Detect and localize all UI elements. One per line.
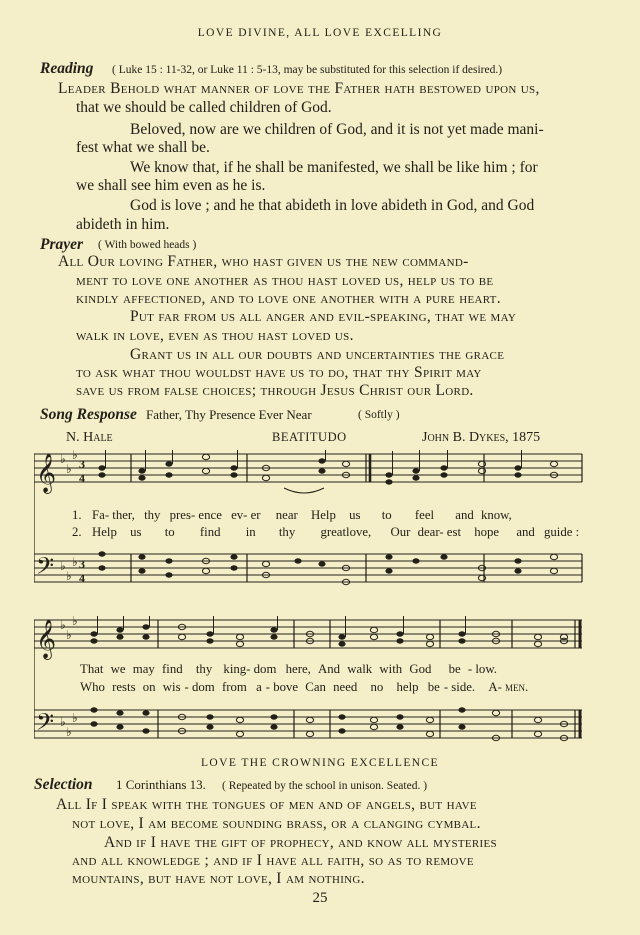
bass-clef-icon: 𝄢	[36, 552, 55, 585]
verse-1-line: 1. Fa- ther, thy pres- ence ev- er near Help us to feel and know,	[72, 508, 512, 522]
bass-clef-icon: 𝄢	[36, 708, 55, 741]
svg-text:♭: ♭	[72, 711, 78, 725]
reading-line-1: Leader Behold what manner of love the Father hath bestowed upon us,	[58, 80, 540, 97]
prayer-line-7: to ask what thou wouldst have us to do, that thy Spirit may	[76, 364, 482, 381]
svg-text:♭: ♭	[72, 450, 78, 462]
page-header: LOVE DIVINE, ALL LOVE EXCELLING	[197, 27, 443, 39]
reading-line-3: Beloved, now are we children of God, and it is not yet made mani-	[130, 121, 544, 138]
song-author: N. Hale	[66, 430, 113, 445]
song-title: Father, Thy Presence Ever Near	[146, 407, 312, 422]
prayer-note: ( With bowed heads )	[98, 239, 197, 251]
verse-1b-line: That we may find thy king- dom here, And walk with God be - low.	[80, 662, 497, 676]
page-number: 25	[312, 890, 328, 906]
treble-notes-2	[90, 624, 567, 646]
svg-text:♭: ♭	[60, 715, 66, 729]
reading-line-4: fest what we shall be.	[76, 139, 210, 156]
svg-text:♭: ♭	[66, 462, 72, 476]
svg-text:♭: ♭	[60, 618, 66, 632]
reading-line-5: We know that, if he shall be manifested, we shall be like him ; for	[130, 159, 538, 176]
svg-text:♭: ♭	[72, 555, 78, 569]
selection-line-4: and all knowledge ; and if I have all faith, so as to remove	[72, 852, 474, 869]
reading-line-2: that we should be called children of God.	[76, 99, 332, 116]
svg-text:3: 3	[79, 557, 85, 571]
reading-line-6: we shall see him even as he is.	[76, 177, 266, 194]
selection-line-5: mountains, but have not love, I am nothing.	[72, 870, 365, 887]
verse-2-line: 2. Help us to find in thy greatlove, Our dear- est hope and guide :	[72, 525, 580, 539]
treble-clef-icon: 𝄞	[36, 619, 57, 659]
treble-clef-icon: 𝄞	[36, 453, 57, 493]
selection-line-3: And if I have the gift of prophecy, and know all mysteries	[104, 834, 497, 851]
reading-line-8: abideth in him.	[76, 216, 170, 233]
song-tune: BEATITUDO	[272, 430, 347, 444]
song-composer: John B. Dykes, 1875	[422, 430, 541, 445]
prayer-line-2: ment to love one another as thou hast loved us, help us to be	[76, 272, 494, 289]
svg-text:♭: ♭	[66, 628, 72, 642]
prayer-label: Prayer	[40, 236, 84, 253]
prayer-line-5: walk in love, even as thou hast loved us.	[76, 327, 354, 344]
reading-label: Reading	[40, 60, 94, 77]
svg-text:♭: ♭	[60, 559, 66, 573]
svg-text:♭: ♭	[60, 452, 66, 466]
svg-text:3: 3	[79, 457, 85, 471]
prayer-line-1: All Our loving Father, who hast given us the new command-	[58, 253, 469, 270]
song-label: Song Response	[40, 406, 137, 423]
reading-note: ( Luke 15 : 11-32, or Luke 11 : 5-13, may be substituted for this selection if desired.)	[112, 64, 503, 76]
svg-text:♭: ♭	[66, 725, 72, 739]
final-double-bar-2	[575, 620, 580, 738]
prayer-line-8: save us from false choices; through Jesus Christ our Lord.	[76, 382, 474, 399]
bass-staff-1	[34, 554, 582, 582]
selection-ref: 1 Corinthians 13.	[116, 777, 206, 792]
prayer-line-3: kindly affectioned, and to love one another with a pure heart.	[76, 290, 501, 307]
key-signature-2	[60, 616, 78, 739]
verse-2b-line: Who rests on wis - dom from a - bove Can need no help be - side. A- men.	[80, 680, 529, 694]
song-note: ( Softly )	[358, 409, 400, 421]
prayer-line-6: Grant us in all our doubts and uncertainties the grace	[130, 346, 505, 363]
selection-line-1: All If I speak with the tongues of men and of angels, but have	[56, 796, 477, 813]
svg-text:♭: ♭	[72, 616, 78, 628]
selection-line-2: not love, I am become sounding brass, or a clanging cymbal.	[72, 815, 481, 832]
selection-note: ( Repeated by the school in unison. Seated. )	[222, 780, 428, 792]
treble-staff-1	[34, 454, 582, 482]
selection-label: Selection	[34, 776, 93, 793]
treble-notes-1	[98, 454, 557, 484]
svg-text:♭: ♭	[66, 569, 72, 583]
svg-text:4: 4	[79, 471, 85, 485]
section-subtitle: LOVE THE CROWNING EXCELLENCE	[201, 757, 439, 769]
slur-1	[284, 488, 324, 493]
prayer-line-4: Put far from us all anger and evil-speaking, that we may	[130, 308, 517, 325]
svg-text:4: 4	[79, 571, 85, 585]
reading-line-7: God is love ; and he that abideth in love abideth in God, and God	[130, 197, 535, 214]
